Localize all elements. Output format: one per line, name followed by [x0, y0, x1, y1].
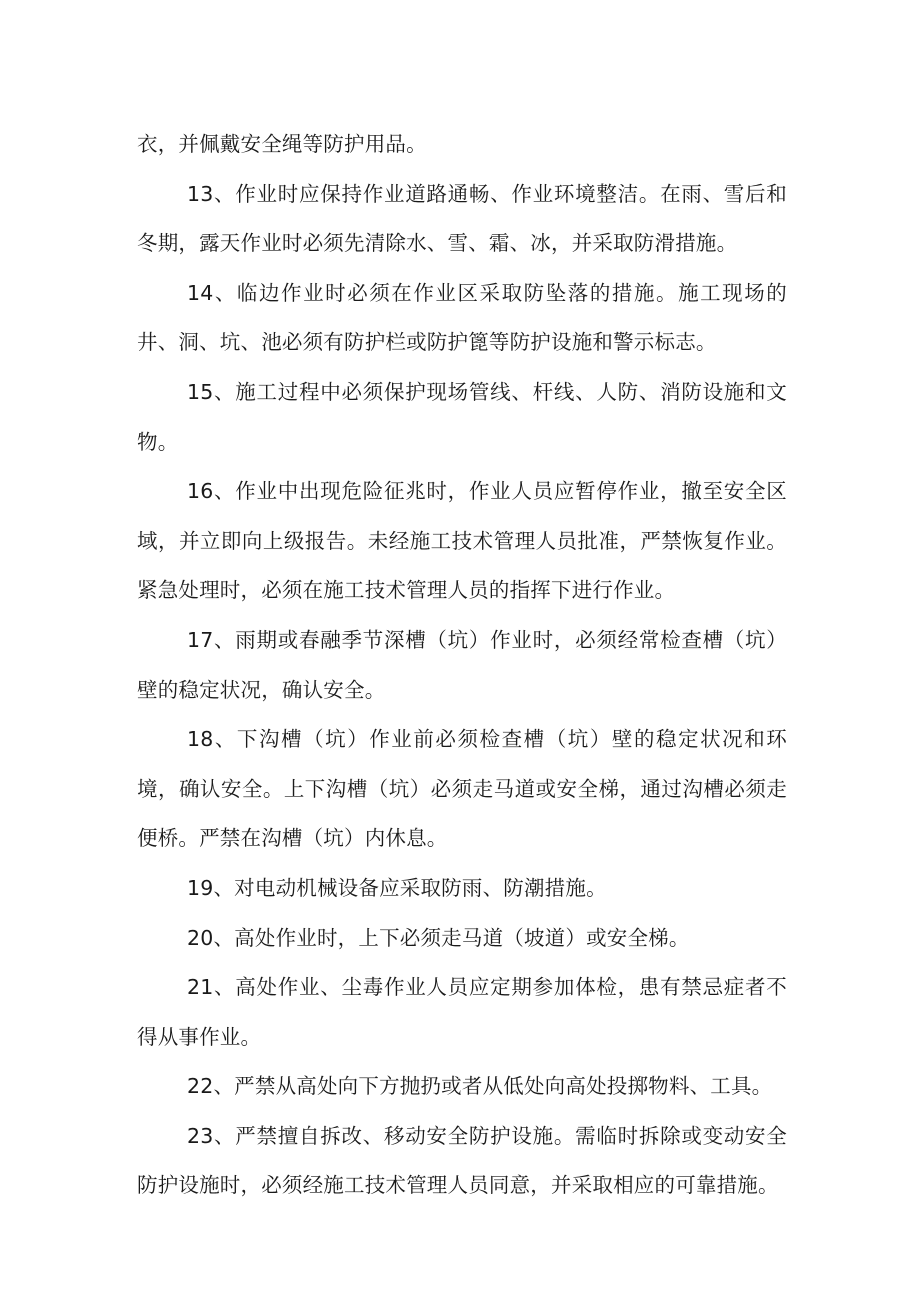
document-body: [137, 120, 787, 1211]
paragraph-item-15: 15、施工过程中必须保护现场管线、杆线、人防、消防设施和文物。: [137, 379, 787, 454]
paragraph-item-19: 19、对电动机械设备应采取防雨、防潮措施。: [187, 875, 607, 900]
paragraph-continuation: 衣，并佩戴安全绳等防护用品。: [137, 132, 427, 156]
paragraph-item-22: 22、严禁从高处向下方抛扔或者从低处向高处投掷物料、工具。: [187, 1074, 773, 1099]
paragraph-item-23: 23、严禁擅自拆改、移动安全防护设施。需临时拆除或变动安全防护设施时，必须经施工技术管理人员同意，并采取相应的可靠措施。: [137, 1123, 787, 1198]
paragraph-item-18: 18、下沟槽（坑）作业前必须检查槽（坑）壁的稳定状况和环境，确认安全。上下沟槽（坑）必须走马道或安全梯，通过沟槽必须走便桥。严禁在沟槽（坑）内休息。: [137, 727, 787, 851]
paragraph-item-20: 20、高处作业时，上下必须走马道（坡道）或安全梯。: [187, 925, 690, 950]
paragraph-item-21: 21、高处作业、尘毒作业人员应定期参加体检，患有禁忌症者不得从事作业。: [137, 975, 787, 1049]
paragraph-item-14: 14、临边作业时必须在作业区采取防坠落的措施。施工现场的井、洞、坑、池必须有防护栏或防护篦等防护设施和警示标志。: [137, 280, 787, 355]
paragraph-item-16: 16、作业中出现危险征兆时，作业人员应暂停作业，撤至安全区域，并立即向上级报告。未经施工技术管理人员批准，严禁恢复作业。紧急处理时，必须在施工技术管理人员的指挥下进行作业。: [137, 479, 787, 603]
paragraph-item-17: 17、雨期或春融季节深槽（坑）作业时，必须经常检查槽（坑）壁的稳定状况，确认安全。: [137, 627, 787, 702]
paragraph-item-13: 13、作业时应保持作业道路通畅、作业环境整洁。在雨、雪后和冬期，露天作业时必须先清除水、雪、霜、冰，并采取防滑措施。: [137, 181, 787, 256]
